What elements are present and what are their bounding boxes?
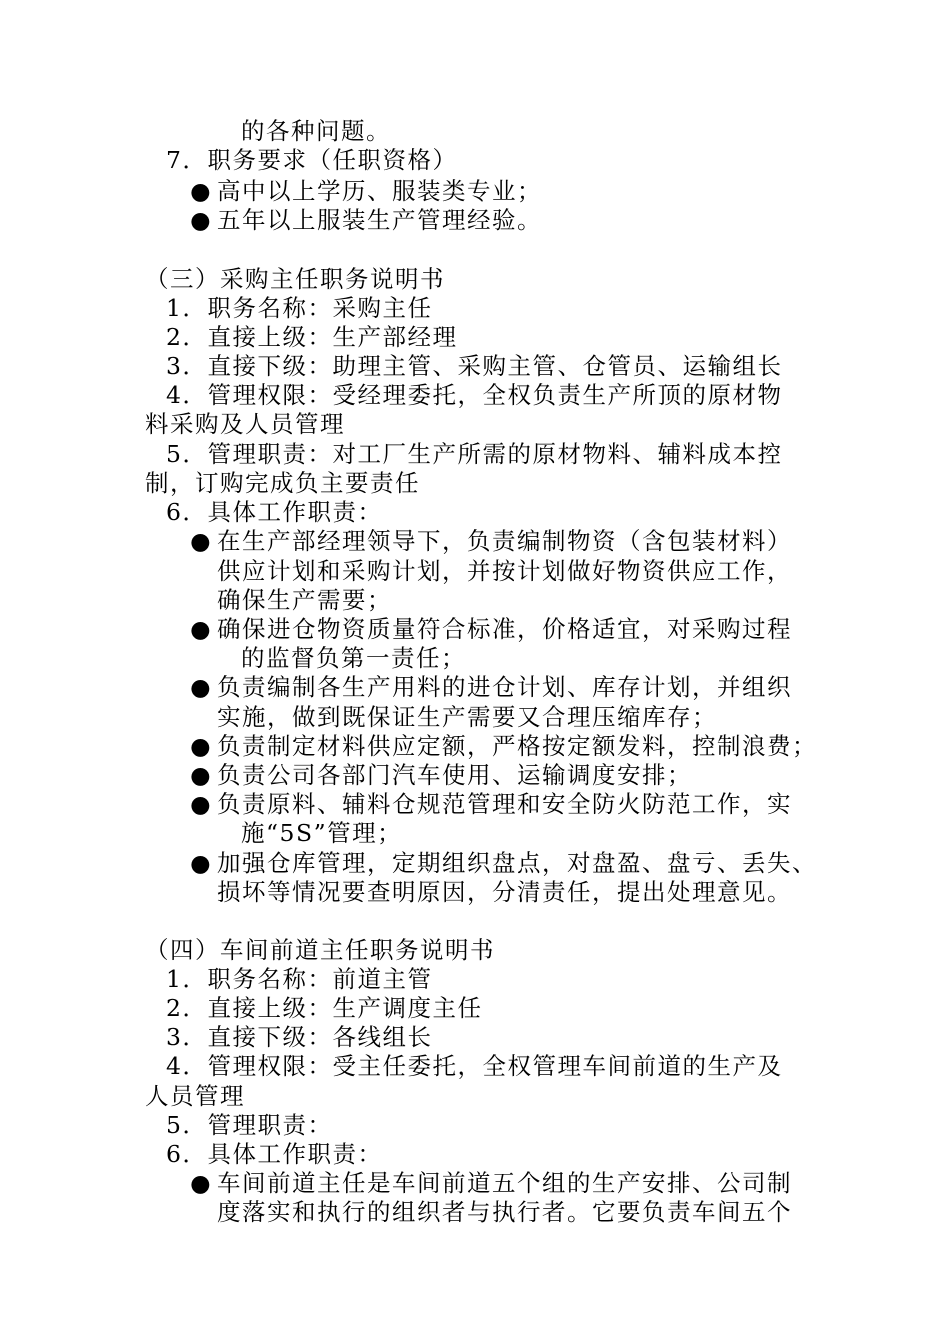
bullet-item: 负责制定材料供应定额，严格按定额发料，控制浪费；: [217, 732, 817, 760]
bullet-icon: ●: [190, 206, 213, 234]
bullet-item: 确保进仓物资质量符合标准，价格适宜，对采购过程: [217, 615, 792, 643]
text-line: 度落实和执行的组织者与执行者。它要负责车间五个: [217, 1198, 792, 1226]
list-item: 1．职务名称：采购主任: [166, 294, 433, 322]
bullet-item: 负责原料、辅料仓规范管理和安全防火防范工作，实: [217, 790, 792, 818]
list-item: 3．直接下级：各线组长: [166, 1023, 433, 1051]
bullet-icon: ●: [190, 790, 213, 818]
text-line: 料采购及人员管理: [145, 410, 345, 438]
section-heading: （三）采购主任职务说明书: [145, 265, 445, 293]
bullet-icon: ●: [190, 732, 213, 760]
section-heading: （四）车间前道主任职务说明书: [145, 936, 495, 964]
bullet-item: 加强仓库管理，定期组织盘点，对盘盈、盘亏、丢失、: [217, 849, 817, 877]
text-line: 损坏等情况要查明原因，分清责任，提出处理意见。: [217, 878, 792, 906]
list-item: 1．职务名称：前道主管: [166, 965, 433, 993]
text-line: 施“5S”管理；: [241, 819, 403, 847]
text-line: 人员管理: [145, 1082, 245, 1110]
list-item: 5．管理职责：: [166, 1111, 333, 1139]
text-line: 制，订购完成负主要责任: [145, 469, 420, 497]
text-line: 的各种问题。: [241, 117, 391, 145]
bullet-icon: ●: [190, 1169, 213, 1197]
bullet-icon: ●: [190, 527, 213, 555]
list-item: 2．直接上级：生产调度主任: [166, 994, 483, 1022]
bullet-icon: ●: [190, 177, 213, 205]
bullet-item: 车间前道主任是车间前道五个组的生产安排、公司制: [217, 1169, 792, 1197]
bullet-item: 负责公司各部门汽车使用、运输调度安排；: [217, 761, 692, 789]
bullet-item: 在生产部经理领导下，负责编制物资（含包装材料）: [217, 527, 792, 555]
list-item: 3．直接下级：助理主管、采购主管、仓管员、运输组长: [166, 352, 783, 380]
bullet-item: 负责编制各生产用料的进仓计划、库存计划，并组织: [217, 673, 792, 701]
list-item-heading: 7．职务要求（任职资格）: [166, 146, 458, 174]
list-item: 4．管理权限：受主任委托，全权管理车间前道的生产及: [166, 1052, 783, 1080]
text-line: 供应计划和采购计划，并按计划做好物资供应工作，: [217, 557, 792, 585]
bullet-icon: ●: [190, 673, 213, 701]
bullet-icon: ●: [190, 849, 213, 877]
list-item: 2．直接上级：生产部经理: [166, 323, 458, 351]
list-item: 5．管理职责：对工厂生产所需的原材物料、辅料成本控: [166, 440, 783, 468]
bullet-item: 五年以上服装生产管理经验。: [217, 206, 542, 234]
list-item: 6．具体工作职责：: [166, 498, 383, 526]
bullet-icon: ●: [190, 761, 213, 789]
bullet-icon: ●: [190, 615, 213, 643]
text-line: 的监督负第一责任；: [241, 644, 466, 672]
bullet-item: 高中以上学历、服装类专业；: [217, 177, 542, 205]
text-line: 实施，做到既保证生产需要又合理压缩库存；: [217, 703, 717, 731]
text-line: 确保生产需要；: [217, 586, 392, 614]
list-item: 4．管理权限：受经理委托，全权负责生产所顶的原材物: [166, 381, 783, 409]
list-item: 6．具体工作职责：: [166, 1140, 383, 1168]
